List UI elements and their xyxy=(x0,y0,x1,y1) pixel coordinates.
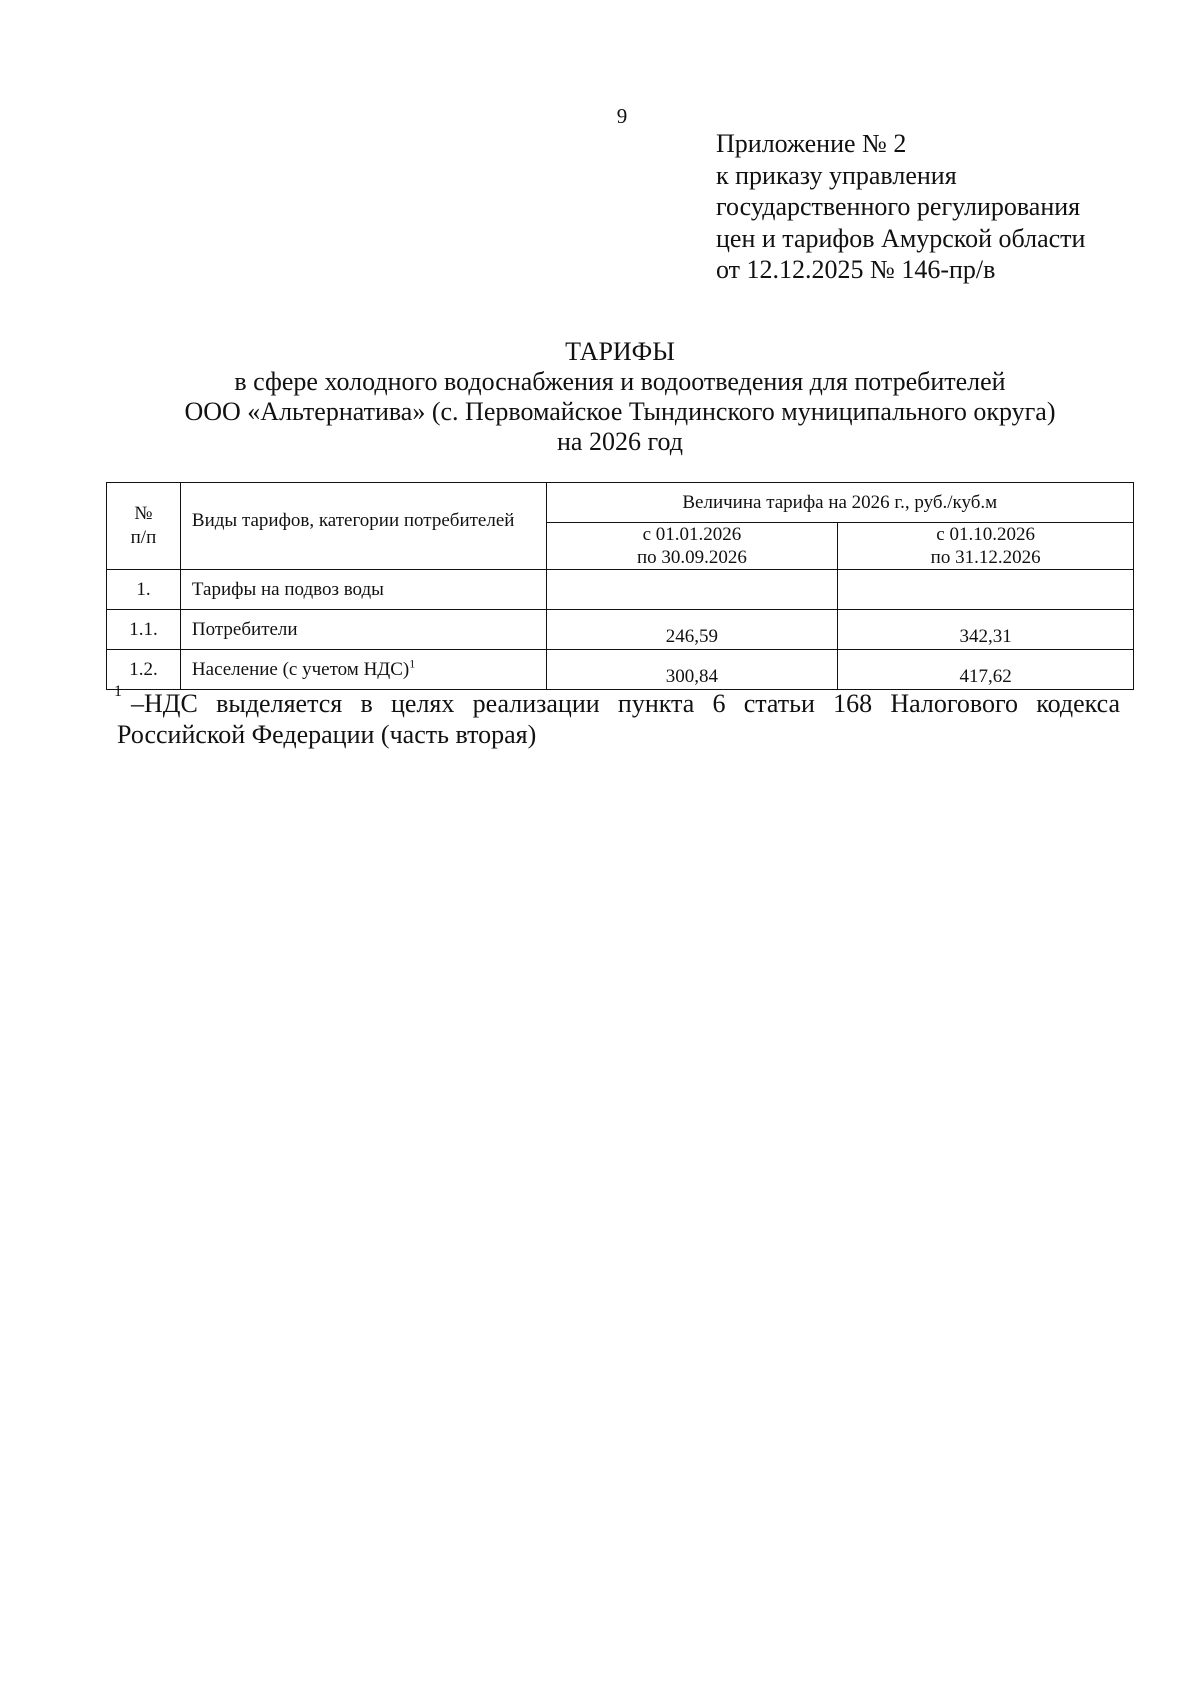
header-type: Виды тарифов, категории потребителей xyxy=(180,483,546,570)
title-line: в сфере холодного водоснабжения и водоотведения для потребителей xyxy=(234,367,1006,396)
header-period-line: по 30.09.2026 xyxy=(636,547,747,568)
appendix-line: цен и тарифов Амурской области xyxy=(716,223,1086,253)
row-num: 1. xyxy=(107,570,181,610)
header-num-line: п/п xyxy=(130,527,157,548)
header-num-line: № xyxy=(134,503,153,524)
row-num: 1.2. xyxy=(107,650,181,690)
footnote xyxy=(114,683,1120,750)
header-period-1 xyxy=(546,523,838,570)
footnote-line: Российской Федерации (часть вторая) xyxy=(117,720,537,749)
appendix-block xyxy=(716,128,1085,286)
footnote-line: –НДС выделяется в целях реализации пункта 6 статьи 168 Налогового кодекса xyxy=(131,689,1120,718)
header-period-2 xyxy=(838,523,1134,570)
title-line: на 2026 год xyxy=(557,427,683,456)
document-title xyxy=(100,337,1140,457)
appendix-line: государственного регулирования xyxy=(716,192,1081,221)
row-type xyxy=(180,650,546,690)
footnote-ref: 1 xyxy=(409,656,416,671)
page-number: 9 xyxy=(616,104,628,128)
row-type-text: Население (с учетом НДС) xyxy=(191,658,410,680)
row-value-period-1: 246,59 xyxy=(546,610,838,650)
header-value: Величина тарифа на 2026 г., руб./куб.м xyxy=(546,483,1133,523)
header-period-line: по 31.12.2026 xyxy=(930,547,1041,568)
table-header-row xyxy=(107,483,1134,523)
footnote-mark: 1 xyxy=(114,683,122,700)
row-value-period-2 xyxy=(838,570,1134,610)
appendix-line: от 12.12.2025 № 146-пр/в xyxy=(716,255,996,284)
table-row xyxy=(107,570,1134,610)
header-num xyxy=(107,483,181,570)
row-value-period-2: 417,62 xyxy=(838,650,1134,690)
appendix-line: к приказу управления xyxy=(716,160,957,190)
row-value-period-1: 300,84 xyxy=(546,650,838,690)
appendix-line: Приложение № 2 xyxy=(716,129,907,158)
row-type: Тарифы на подвоз воды xyxy=(180,570,546,610)
row-value-period-2: 342,31 xyxy=(838,610,1134,650)
title-line: ООО «Альтернатива» (с. Первомайское Тындинского муниципального округа) xyxy=(184,397,1056,426)
row-num: 1.1. xyxy=(107,610,181,650)
header-period-line: с 01.10.2026 xyxy=(936,524,1035,545)
header-period-line: с 01.01.2026 xyxy=(642,524,742,545)
table-row xyxy=(107,610,1134,650)
row-value-period-1 xyxy=(546,570,838,610)
tariffs-table xyxy=(106,482,1134,690)
row-type: Потребители xyxy=(180,610,546,650)
table-row xyxy=(107,650,1134,690)
title-heading: ТАРИФЫ xyxy=(565,337,675,366)
